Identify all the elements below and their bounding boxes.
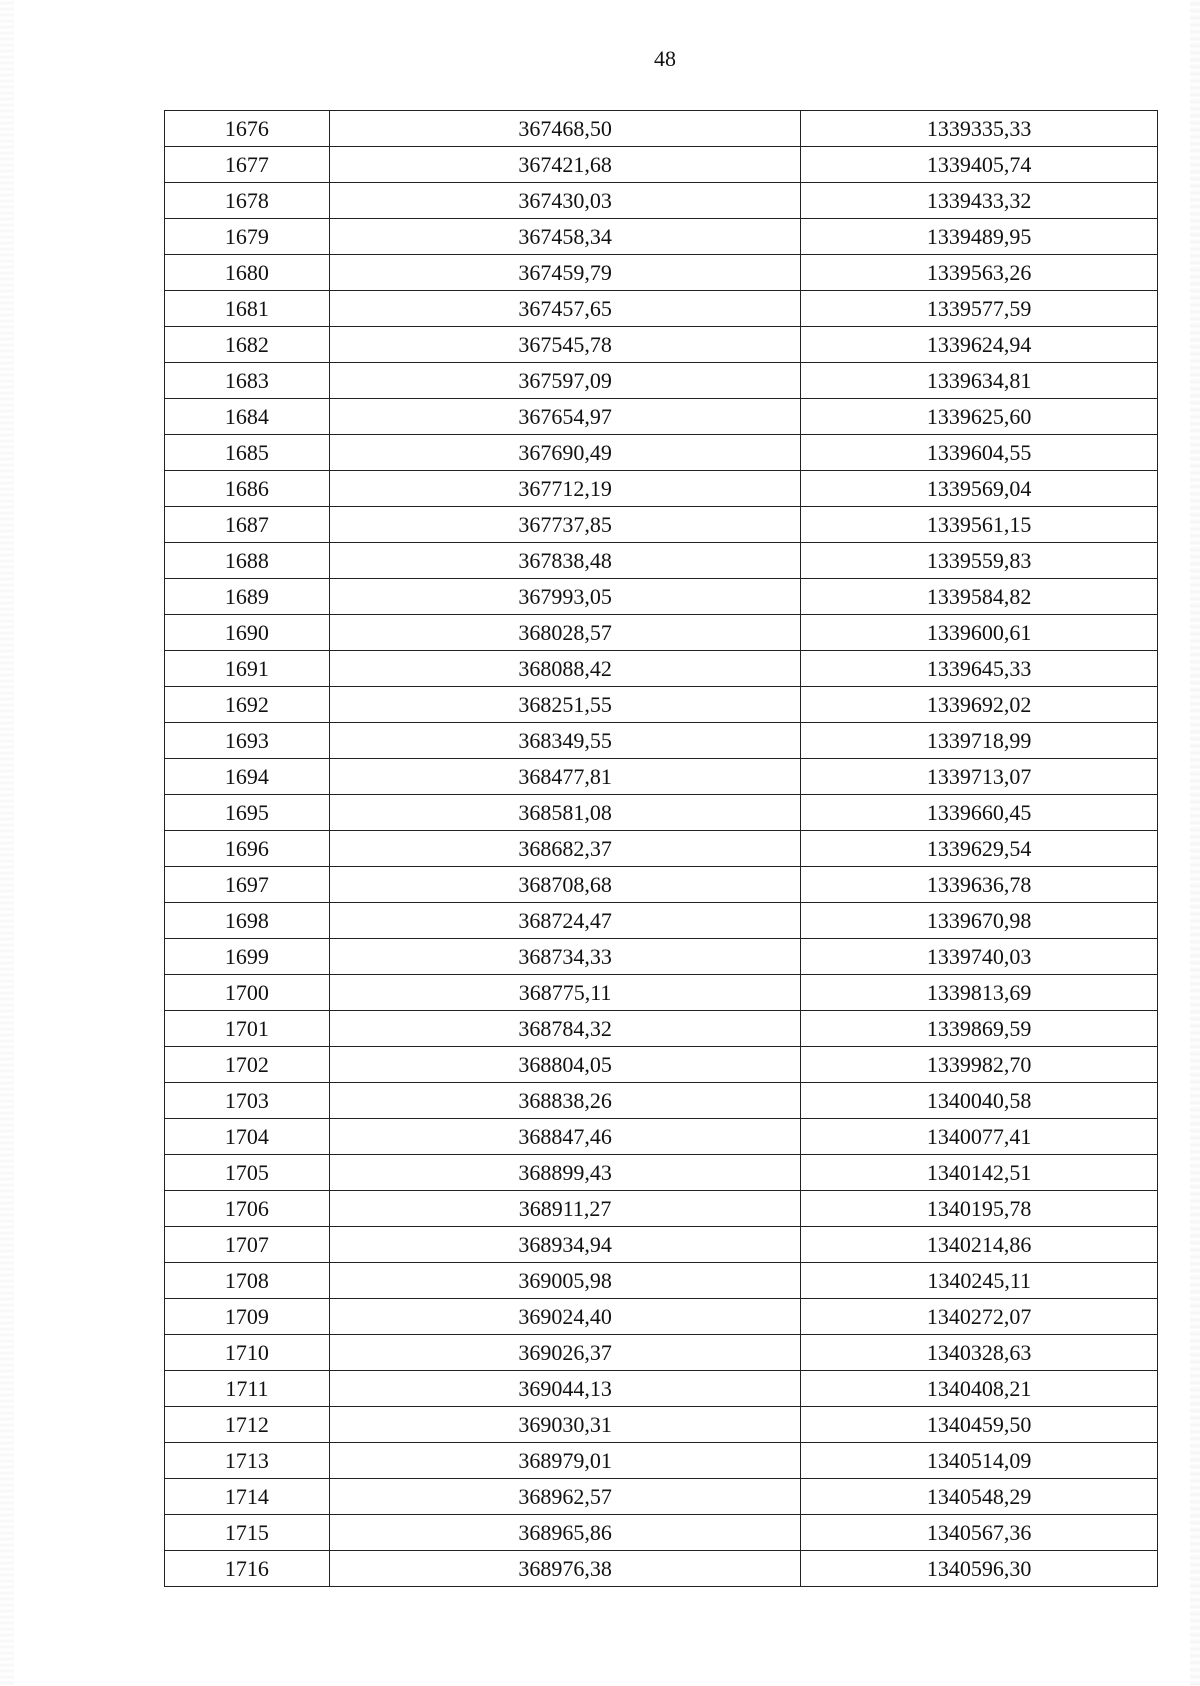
y-coordinate-cell: 1339645,33 (801, 651, 1158, 687)
y-coordinate-cell: 1339869,59 (801, 1011, 1158, 1047)
table-row (165, 1227, 1158, 1263)
y-coordinate-cell: 1339625,60 (801, 399, 1158, 435)
table-row (165, 471, 1158, 507)
table-row (165, 255, 1158, 291)
x-coordinate-cell: 368899,43 (329, 1155, 800, 1191)
point-number-cell: 1680 (165, 255, 330, 291)
x-coordinate-cell: 368962,57 (329, 1479, 800, 1515)
x-coordinate-cell: 368979,01 (329, 1443, 800, 1479)
x-coordinate-cell: 368724,47 (329, 903, 800, 939)
point-number-cell: 1682 (165, 327, 330, 363)
table-row (165, 903, 1158, 939)
table-row (165, 579, 1158, 615)
x-coordinate-cell: 369024,40 (329, 1299, 800, 1335)
x-coordinate-cell: 368804,05 (329, 1047, 800, 1083)
x-coordinate-cell: 368708,68 (329, 867, 800, 903)
y-coordinate-cell: 1340328,63 (801, 1335, 1158, 1371)
point-number-cell: 1709 (165, 1299, 330, 1335)
point-number-cell: 1695 (165, 795, 330, 831)
x-coordinate-cell: 368088,42 (329, 651, 800, 687)
table-row (165, 1371, 1158, 1407)
table-row (165, 939, 1158, 975)
x-coordinate-cell: 368911,27 (329, 1191, 800, 1227)
point-number-cell: 1707 (165, 1227, 330, 1263)
x-coordinate-cell: 368251,55 (329, 687, 800, 723)
x-coordinate-cell: 368976,38 (329, 1551, 800, 1587)
x-coordinate-cell: 367457,65 (329, 291, 800, 327)
y-coordinate-cell: 1339634,81 (801, 363, 1158, 399)
point-number-cell: 1705 (165, 1155, 330, 1191)
x-coordinate-cell: 368847,46 (329, 1119, 800, 1155)
y-coordinate-cell: 1339713,07 (801, 759, 1158, 795)
point-number-cell: 1679 (165, 219, 330, 255)
y-coordinate-cell: 1339629,54 (801, 831, 1158, 867)
table-row (165, 1155, 1158, 1191)
point-number-cell: 1699 (165, 939, 330, 975)
point-number-cell: 1712 (165, 1407, 330, 1443)
table-row (165, 327, 1158, 363)
table-row (165, 1047, 1158, 1083)
point-number-cell: 1704 (165, 1119, 330, 1155)
x-coordinate-cell: 369044,13 (329, 1371, 800, 1407)
y-coordinate-cell: 1339489,95 (801, 219, 1158, 255)
y-coordinate-cell: 1339577,59 (801, 291, 1158, 327)
table-row (165, 147, 1158, 183)
table-row (165, 183, 1158, 219)
point-number-cell: 1677 (165, 147, 330, 183)
x-coordinate-cell: 367458,34 (329, 219, 800, 255)
point-number-cell: 1693 (165, 723, 330, 759)
x-coordinate-cell: 367545,78 (329, 327, 800, 363)
point-number-cell: 1694 (165, 759, 330, 795)
y-coordinate-cell: 1340514,09 (801, 1443, 1158, 1479)
table-row (165, 399, 1158, 435)
table-row (165, 975, 1158, 1011)
y-coordinate-cell: 1340214,86 (801, 1227, 1158, 1263)
table-row (165, 1011, 1158, 1047)
table-row (165, 291, 1158, 327)
table-row (165, 1443, 1158, 1479)
x-coordinate-cell: 369026,37 (329, 1335, 800, 1371)
table-row (165, 615, 1158, 651)
point-number-cell: 1711 (165, 1371, 330, 1407)
x-coordinate-cell: 368775,11 (329, 975, 800, 1011)
table-row (165, 1299, 1158, 1335)
y-coordinate-cell: 1340245,11 (801, 1263, 1158, 1299)
table-row (165, 759, 1158, 795)
point-number-cell: 1690 (165, 615, 330, 651)
point-number-cell: 1710 (165, 1335, 330, 1371)
point-number-cell: 1697 (165, 867, 330, 903)
x-coordinate-cell: 368349,55 (329, 723, 800, 759)
point-number-cell: 1676 (165, 111, 330, 147)
y-coordinate-cell: 1339636,78 (801, 867, 1158, 903)
x-coordinate-cell: 367993,05 (329, 579, 800, 615)
x-coordinate-cell: 368965,86 (329, 1515, 800, 1551)
y-coordinate-cell: 1339584,82 (801, 579, 1158, 615)
y-coordinate-cell: 1339624,94 (801, 327, 1158, 363)
y-coordinate-cell: 1340548,29 (801, 1479, 1158, 1515)
x-coordinate-cell: 369030,31 (329, 1407, 800, 1443)
table-row (165, 435, 1158, 471)
x-coordinate-cell: 368784,32 (329, 1011, 800, 1047)
point-number-cell: 1683 (165, 363, 330, 399)
x-coordinate-cell: 368682,37 (329, 831, 800, 867)
y-coordinate-cell: 1339335,33 (801, 111, 1158, 147)
x-coordinate-cell: 368934,94 (329, 1227, 800, 1263)
table-row (165, 1551, 1158, 1587)
y-coordinate-cell: 1340567,36 (801, 1515, 1158, 1551)
y-coordinate-cell: 1339982,70 (801, 1047, 1158, 1083)
y-coordinate-cell: 1339405,74 (801, 147, 1158, 183)
x-coordinate-cell: 367838,48 (329, 543, 800, 579)
y-coordinate-cell: 1339604,55 (801, 435, 1158, 471)
point-number-cell: 1714 (165, 1479, 330, 1515)
point-number-cell: 1687 (165, 507, 330, 543)
y-coordinate-cell: 1340408,21 (801, 1371, 1158, 1407)
y-coordinate-cell: 1339561,15 (801, 507, 1158, 543)
x-coordinate-cell: 368477,81 (329, 759, 800, 795)
y-coordinate-cell: 1340077,41 (801, 1119, 1158, 1155)
x-coordinate-cell: 368734,33 (329, 939, 800, 975)
x-coordinate-cell: 367712,19 (329, 471, 800, 507)
table-row (165, 723, 1158, 759)
y-coordinate-cell: 1339692,02 (801, 687, 1158, 723)
table-row (165, 795, 1158, 831)
page-number: 48 (654, 46, 676, 71)
y-coordinate-cell: 1340142,51 (801, 1155, 1158, 1191)
table-row (165, 507, 1158, 543)
x-coordinate-cell: 367654,97 (329, 399, 800, 435)
y-coordinate-cell: 1339600,61 (801, 615, 1158, 651)
table-row (165, 363, 1158, 399)
y-coordinate-cell: 1340272,07 (801, 1299, 1158, 1335)
coordinates-table (164, 110, 1158, 1587)
point-number-cell: 1685 (165, 435, 330, 471)
point-number-cell: 1700 (165, 975, 330, 1011)
table-row (165, 111, 1158, 147)
point-number-cell: 1701 (165, 1011, 330, 1047)
table-row (165, 1191, 1158, 1227)
x-coordinate-cell: 369005,98 (329, 1263, 800, 1299)
x-coordinate-cell: 368028,57 (329, 615, 800, 651)
table-row (165, 1119, 1158, 1155)
point-number-cell: 1708 (165, 1263, 330, 1299)
y-coordinate-cell: 1340195,78 (801, 1191, 1158, 1227)
point-number-cell: 1691 (165, 651, 330, 687)
point-number-cell: 1678 (165, 183, 330, 219)
point-number-cell: 1689 (165, 579, 330, 615)
point-number-cell: 1688 (165, 543, 330, 579)
x-coordinate-cell: 367421,68 (329, 147, 800, 183)
table-row (165, 831, 1158, 867)
point-number-cell: 1716 (165, 1551, 330, 1587)
y-coordinate-cell: 1339559,83 (801, 543, 1158, 579)
point-number-cell: 1702 (165, 1047, 330, 1083)
y-coordinate-cell: 1339563,26 (801, 255, 1158, 291)
x-coordinate-cell: 368838,26 (329, 1083, 800, 1119)
y-coordinate-cell: 1340596,30 (801, 1551, 1158, 1587)
table-row (165, 867, 1158, 903)
y-coordinate-cell: 1339718,99 (801, 723, 1158, 759)
table-row (165, 687, 1158, 723)
table-row (165, 1083, 1158, 1119)
x-coordinate-cell: 367430,03 (329, 183, 800, 219)
point-number-cell: 1681 (165, 291, 330, 327)
point-number-cell: 1686 (165, 471, 330, 507)
point-number-cell: 1692 (165, 687, 330, 723)
point-number-cell: 1706 (165, 1191, 330, 1227)
y-coordinate-cell: 1339660,45 (801, 795, 1158, 831)
y-coordinate-cell: 1339740,03 (801, 939, 1158, 975)
x-coordinate-cell: 367468,50 (329, 111, 800, 147)
table-row (165, 1263, 1158, 1299)
x-coordinate-cell: 367459,79 (329, 255, 800, 291)
y-coordinate-cell: 1340040,58 (801, 1083, 1158, 1119)
point-number-cell: 1713 (165, 1443, 330, 1479)
point-number-cell: 1696 (165, 831, 330, 867)
x-coordinate-cell: 367597,09 (329, 363, 800, 399)
table-row (165, 651, 1158, 687)
table-row (165, 543, 1158, 579)
table-row (165, 1335, 1158, 1371)
point-number-cell: 1684 (165, 399, 330, 435)
point-number-cell: 1715 (165, 1515, 330, 1551)
coordinates-table-body (165, 111, 1158, 1587)
scan-edge-left (0, 0, 14, 1686)
y-coordinate-cell: 1339433,32 (801, 183, 1158, 219)
x-coordinate-cell: 367690,49 (329, 435, 800, 471)
y-coordinate-cell: 1340459,50 (801, 1407, 1158, 1443)
table-row (165, 1407, 1158, 1443)
point-number-cell: 1698 (165, 903, 330, 939)
x-coordinate-cell: 367737,85 (329, 507, 800, 543)
point-number-cell: 1703 (165, 1083, 330, 1119)
y-coordinate-cell: 1339813,69 (801, 975, 1158, 1011)
x-coordinate-cell: 368581,08 (329, 795, 800, 831)
y-coordinate-cell: 1339569,04 (801, 471, 1158, 507)
scan-edge-right (1190, 0, 1200, 1686)
table-row (165, 1479, 1158, 1515)
table-row (165, 219, 1158, 255)
table-row (165, 1515, 1158, 1551)
y-coordinate-cell: 1339670,98 (801, 903, 1158, 939)
